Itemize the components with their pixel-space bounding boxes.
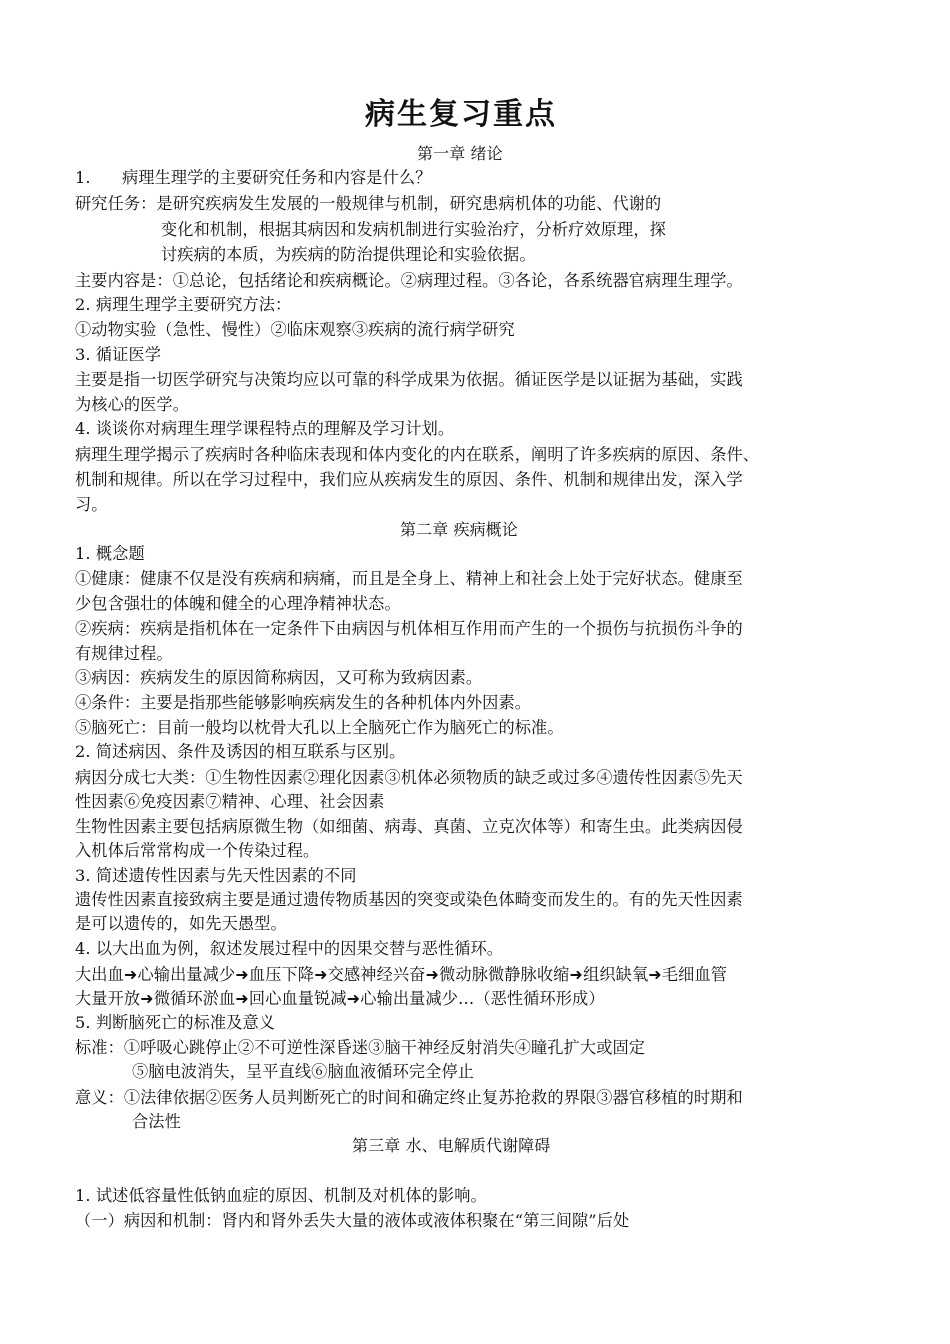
chapter-2-heading: 第二章 疾病概论	[400, 520, 518, 539]
paragraph-line: 病因分成七大类：①生物性因素②理化因素③机体必须物质的缺乏或过多④遗传性因素⑤先天	[75, 768, 743, 787]
paragraph-line: 是可以遗传的，如先天愚型。	[75, 914, 287, 933]
paragraph-line: ①动物实验（急性、慢性）②临床观察③疾病的流行病学研究	[75, 320, 515, 339]
question-text: 1. 概念题	[75, 544, 145, 563]
paragraph-line: ⑤脑死亡：目前一般均以枕骨大孔以上全脑死亡作为脑死亡的标准。	[75, 718, 564, 737]
paragraph-line: （一）病因和机制：肾内和肾外丢失大量的液体或液体积聚在“第三间隙”后处	[75, 1211, 630, 1230]
paragraph-line: ④条件：主要是指那些能够影响疾病发生的各种机体内外因素。	[75, 693, 532, 712]
paragraph-line: 习。	[75, 495, 108, 514]
paragraph-line: 为核心的医学。	[75, 395, 190, 414]
question-text: 2. 病理生理学主要研究方法：	[75, 295, 292, 314]
paragraph-line: 主要内容是：①总论，包括绪论和疾病概论。②病理过程。③各论，各系统器官病理生理学。	[75, 271, 743, 290]
question-text: 3. 简述遗传性因素与先天性因素的不同	[75, 866, 357, 885]
paragraph-line: 意义：①法律依据②医务人员判断死亡的时间和确定终止复苏抢救的界限③器官移植的时期和	[75, 1088, 743, 1107]
paragraph-line: 遗传性因素直接致病主要是通过遗传物质基因的突变或染色体畸变而发生的。有的先天性因素	[75, 890, 743, 909]
paragraph-line: 研究任务：是研究疾病发生发展的一般规律与机制，研究患病机体的功能、代谢的	[75, 194, 662, 213]
question-text: 5. 判断脑死亡的标准及意义	[75, 1013, 276, 1032]
paragraph-line: 少包含强壮的体魄和健全的心理净精神状态。	[75, 594, 401, 613]
paragraph-line: 有规律过程。	[75, 644, 173, 663]
paragraph-line: 病理生理学揭示了疾病时各种临床表现和体内变化的内在联系，阐明了许多疾病的原因、条件、	[75, 445, 760, 464]
paragraph-line: 生物性因素主要包括病原微生物（如细菌、病毒、真菌、立克次体等）和寄生虫。此类病因侵	[75, 817, 743, 836]
question-text: 4. 以大出血为例，叙述发展过程中的因果交替与恶性循环。	[75, 939, 504, 958]
question-number: 1.	[75, 168, 91, 187]
question-text: 3. 循证医学	[75, 345, 162, 364]
paragraph-line: ②疾病：疾病是指机体在一定条件下由病因与机体相互作用而产生的一个损伤与抗损伤斗争的	[75, 619, 743, 638]
paragraph-line: ③病因：疾病发生的原因简称病因，又可称为致病因素。	[75, 668, 483, 687]
paragraph-line: 性因素⑥免疫因素⑦精神、心理、社会因素	[75, 792, 385, 811]
chapter-1-heading: 第一章 绪论	[417, 144, 503, 163]
paragraph-line: 入机体后常常构成一个传染过程。	[75, 841, 320, 860]
paragraph-line: 大量开放➜微循环淤血➜回心血量锐减➜心输出量减少…（恶性循环形成）	[75, 989, 605, 1008]
paragraph-line: 讨疾病的本质，为疾病的防治提供理论和实验依据。	[161, 245, 536, 264]
document-title: 病生复习重点	[365, 97, 557, 132]
paragraph-line: 主要是指一切医学研究与决策均应以可靠的科学成果为依据。循证医学是以证据为基础，实践	[75, 370, 743, 389]
question-text: 4. 谈谈你对病理生理学课程特点的理解及学习计划。	[75, 419, 455, 438]
question-text: 病理生理学的主要研究任务和内容是什么？	[122, 168, 432, 187]
question-text: 2. 简述病因、条件及诱因的相互联系与区别。	[75, 742, 406, 761]
question-text: 1. 试述低容量性低钠血症的原因、机制及对机体的影响。	[75, 1186, 487, 1205]
paragraph-line: 机制和规律。所以在学习过程中，我们应从疾病发生的原因、条件、机制和规律出发，深入学	[75, 470, 743, 489]
paragraph-line: 大出血➜心输出量减少➜血压下降➜交感神经兴奋➜微动脉微静脉收缩➜组织缺氧➜毛细血管	[75, 965, 728, 984]
paragraph-line: ①健康：健康不仅是没有疾病和病痛，而且是全身上、精神上和社会上处于完好状态。健康至	[75, 569, 743, 588]
paragraph-line: ⑤脑电波消失，呈平直线⑥脑血液循环完全停止	[132, 1062, 475, 1081]
chapter-3-heading: 第三章 水、电解质代谢障碍	[352, 1136, 551, 1155]
paragraph-line: 标准：①呼吸心跳停止②不可逆性深昏迷③脑干神经反射消失④瞳孔扩大或固定	[75, 1038, 646, 1057]
paragraph-line: 变化和机制，根据其病因和发病机制进行实验治疗，分析疗效原理，探	[161, 220, 666, 239]
paragraph-line: 合法性	[132, 1112, 181, 1131]
